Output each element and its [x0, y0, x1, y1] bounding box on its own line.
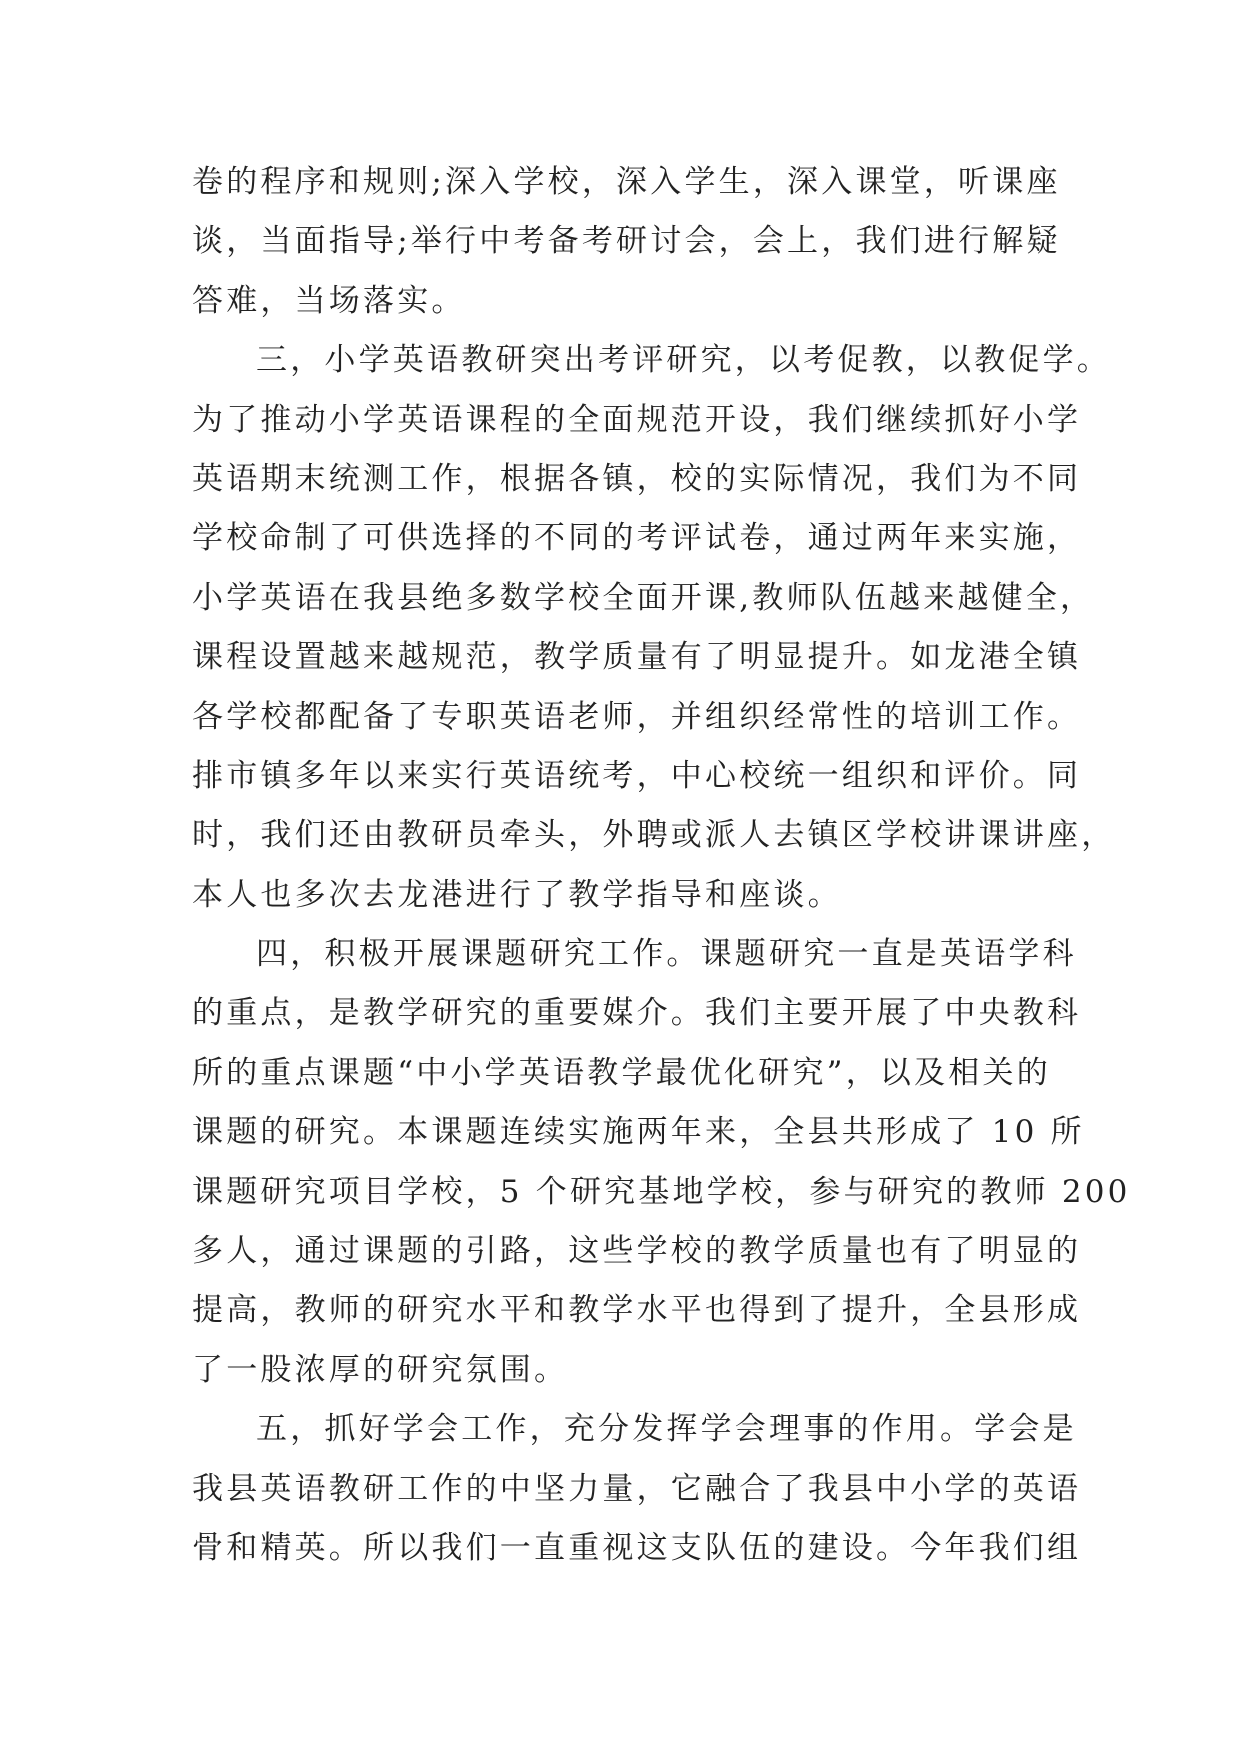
text-line: 英语期末统测工作，根据各镇，校的实际情况，我们为不同: [192, 460, 1082, 497]
text-line: 的重点，是教学研究的重要媒介。我们主要开展了中央教科: [192, 995, 1082, 1032]
text-line: 答难，当场落实。: [192, 282, 466, 319]
text-line: 学校命制了可供选择的不同的考评试卷，通过两年来实施，: [192, 520, 1082, 557]
text-line: 我县英语教研工作的中坚力量，它融合了我县中小学的英语: [192, 1470, 1082, 1507]
document-body: [192, 153, 1131, 1578]
text-line: 所的重点课题“中小学英语教学最优化研究”，以及相关的: [192, 1054, 1051, 1091]
text-line: 了一股浓厚的研究氛围。: [192, 1351, 569, 1388]
text-line: 五，抓好学会工作，充分发挥学会理事的作用。学会是: [256, 1411, 1077, 1448]
text-line: 三，小学英语教研突出考评研究，以考促教，以教促学。: [256, 342, 1111, 379]
text-line: 课程设置越来越规范，教学质量有了明显提升。如龙港全镇: [192, 639, 1082, 676]
text-line: 提高，教师的研究水平和教学水平也得到了提升，全县形成: [192, 1292, 1082, 1329]
text-line: 骨和精英。所以我们一直重视这支队伍的建设。今年我们组: [192, 1529, 1082, 1566]
text-line: 课题研究项目学校，5 个研究基地学校，参与研究的教师 200: [192, 1173, 1131, 1210]
text-line: 排市镇多年以来实行英语统考，中心校统一组织和评价。同: [192, 757, 1082, 794]
text-line: 本人也多次去龙港进行了教学指导和座谈。: [192, 876, 842, 913]
text-line: 谈，当面指导;举行中考备考研讨会，会上，我们进行解疑: [192, 223, 1061, 260]
text-line: 小学英语在我县绝多数学校全面开课,教师队伍越来越健全，: [192, 579, 1095, 616]
text-line: 卷的程序和规则;深入学校，深入学生，深入课堂，听课座: [192, 164, 1061, 200]
text-line: 为了推动小学英语课程的全面规范开设，我们继续抓好小学: [192, 401, 1082, 438]
text-line: 课题的研究。本课题连续实施两年来，全县共形成了 10 所: [192, 1114, 1085, 1151]
text-line: 时，我们还由教研员牵头，外聘或派人去镇区学校讲课讲座，: [192, 817, 1116, 854]
text-line: 四，积极开展课题研究工作。课题研究一直是英语学科: [256, 936, 1077, 973]
text-line: 各学校都配备了专职英语老师，并组织经常性的培训工作。: [192, 698, 1082, 735]
text-line: 多人，通过课题的引路，这些学校的教学质量也有了明显的: [192, 1233, 1082, 1270]
